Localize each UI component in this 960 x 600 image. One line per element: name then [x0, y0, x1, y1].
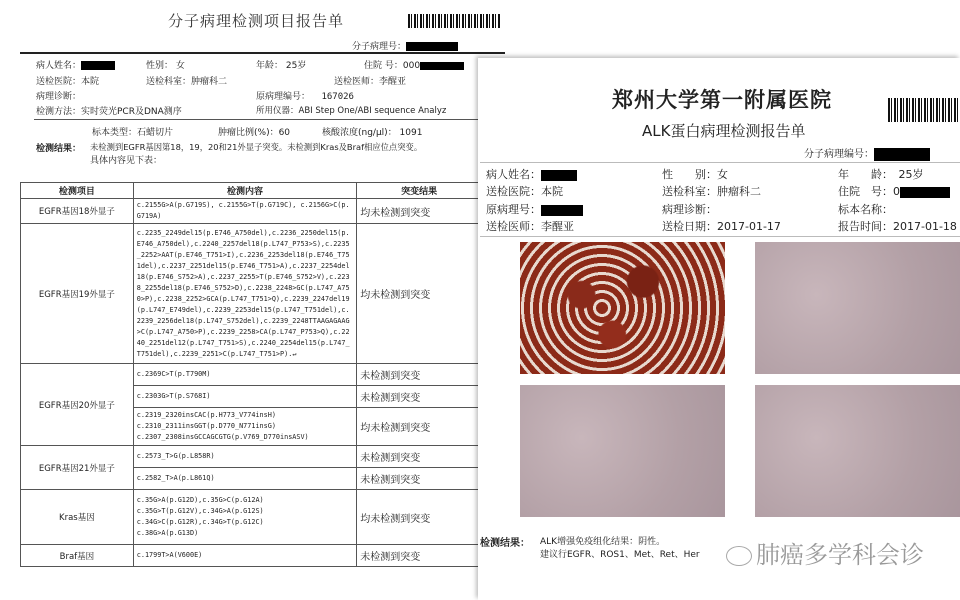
table-header: 检测项目 检测内容 突变结果	[21, 183, 482, 199]
table-row: Braf基因 c.1799T>A(V600E) 未检测到突变	[21, 545, 482, 567]
mol-no: 分子病理编号：	[804, 145, 930, 161]
barcode	[888, 98, 960, 122]
result-text: 未检测到EGFR基因第18，19，20和21外显子突变。未检测到Kras及Braf相应位点突变。	[90, 142, 423, 152]
divider	[480, 236, 960, 237]
ihc-image	[755, 385, 960, 517]
watermark	[726, 535, 924, 570]
table-row: Kras基因 c.35G>A(p.G12D),c.35G>C(p.G12A) c.35G>T(p.G12V),c.34G>A(p.G12S) c.34G>C(p.G12R),c.34G>T(p.G12C) c.38G>A(p.G13D) 均未检测到突变	[21, 490, 482, 545]
report-title: ALK蛋白病理检测报告单	[642, 122, 806, 140]
table-row: EGFR基因18外显子 c.2155G>A(p.G719S), c.2155G>T(p.G719C), c.2156G>C(p.G719A) 均未检测到突变	[21, 199, 482, 224]
diagnosis: 病理诊断：	[36, 92, 82, 102]
age: 年龄： 25岁	[256, 61, 307, 71]
table-row: c.2582_T>A(p.L861Q) 未检测到突变	[21, 468, 482, 490]
mol-no-label: 分子病理号：	[352, 42, 407, 52]
result-text: ALK增强免疫组化结果：阴性。	[540, 537, 666, 547]
wechat-icon	[726, 546, 752, 566]
ihc-image-stained	[520, 242, 725, 374]
result-label: 检测结果：	[36, 144, 82, 154]
result-text-2: 具体内容见下表：	[90, 156, 163, 166]
hospital: 送检医院：本院	[36, 77, 100, 87]
patient-name: 病人姓名：	[36, 58, 115, 71]
sex: 性别： 女	[146, 61, 185, 71]
watermark-text: 肺癌多学科会诊	[756, 541, 924, 569]
divider	[20, 52, 505, 54]
inpatient-no: 住院 号：000	[364, 58, 464, 71]
orig-no: 原病理编号： 167026	[256, 92, 354, 102]
nucleic-concentration: 核酸浓度(ng/μl)： 1091	[322, 128, 423, 138]
sample-type: 标本类型：石蜡切片	[92, 128, 174, 138]
divider	[34, 119, 482, 120]
table-row: c.2303G>T(p.S768I) 未检测到突变	[21, 386, 482, 408]
mol-no	[352, 39, 458, 52]
report-title: 分子病理检测项目报告单	[168, 12, 345, 30]
table-row: EGFR基因19外显子 c.2235_2249del15(p.E746_A750del),c.2236_2250del15(p.E746_A750del),c.2240_2257del18(p.L747_P753>S),c.2235_2252>AAT(p.E746_T751>I),c.2236_2253del18(p.E746_T751del),c.2237_2251del15(p.E746_T751>A),c.2237_2254del18(p.E746_S752>A),c.2237_2255>T(p.E746_S752>V),c.2238_2255del18(p.E746_S752>D),c.2238_2248>GC(p.L747_A750>P),c.2238_2252>GCA(p.L747_T751>Q),c.2239_2247del19(p.L747_E749del),c.2239_2253del15(p.L747_T751del),c.2239_2256del18(p.L747_S752del),c.2239_2248TTAAGAGAAG>C(p.L747_A750>P),c.2239_2258>CA(p.L747_P753>Q),c.2240_2251del12(p.L747_T751>S),c.2240_2254del15(p.L747_T751del),c.2239_2251>C(p.L747_T751>P).↵ 均未检测到突变	[21, 224, 482, 364]
redaction	[406, 42, 458, 51]
tumor-ratio: 肿瘤比例(%)：60	[218, 128, 291, 138]
method: 检测方法：实时荧光PCR及DNA测序	[36, 107, 182, 117]
result-label: 检测结果：	[480, 538, 530, 549]
ihc-image	[755, 242, 960, 374]
instrument: 所用仪器：ABI Step One/ABI sequence Analyz	[256, 106, 447, 116]
result-text-2: 建议行EGFR、ROS1、Met、Ret、Her	[540, 550, 700, 560]
ihc-image	[520, 385, 725, 517]
divider	[480, 162, 960, 163]
alk-report: 郑州大学第一附属医院 ALK蛋白病理检测报告单 分子病理编号： 病人姓名： 送检医院：本院 原病理号： 送检医师：李醒亚 性 别：女 送检科室：肿瘤科二 病理诊断： 送检日期：2017-01-17 年 龄： 25岁 住院 号：0 标本名称： 报告时间：2017-01-18 检测结果： ALK增强免疫组化结果：阴性。 建议行EGFR、ROS1、Met、Ret、Her	[478, 58, 960, 600]
table-row: c.2319_2320insCAC(p.H773_V774insH) c.2310_2311insGGT(p.D770_N771insG) c.2307_2308insGCCAGCGTG(p.V769_D770insASV) 均未检测到突变	[21, 408, 482, 446]
mutation-table	[20, 182, 482, 567]
dept: 送检科室：肿瘤科二	[146, 77, 228, 87]
hospital-name: 郑州大学第一附属医院	[612, 87, 832, 112]
table-row: EGFR基因21外显子 c.2573_T>G(p.L858R) 未检测到突变	[21, 446, 482, 468]
doctor: 送检医师：李醒亚	[334, 77, 407, 87]
barcode	[408, 14, 500, 28]
table-row: EGFR基因20外显子 c.2369C>T(p.T790M) 未检测到突变	[21, 364, 482, 386]
